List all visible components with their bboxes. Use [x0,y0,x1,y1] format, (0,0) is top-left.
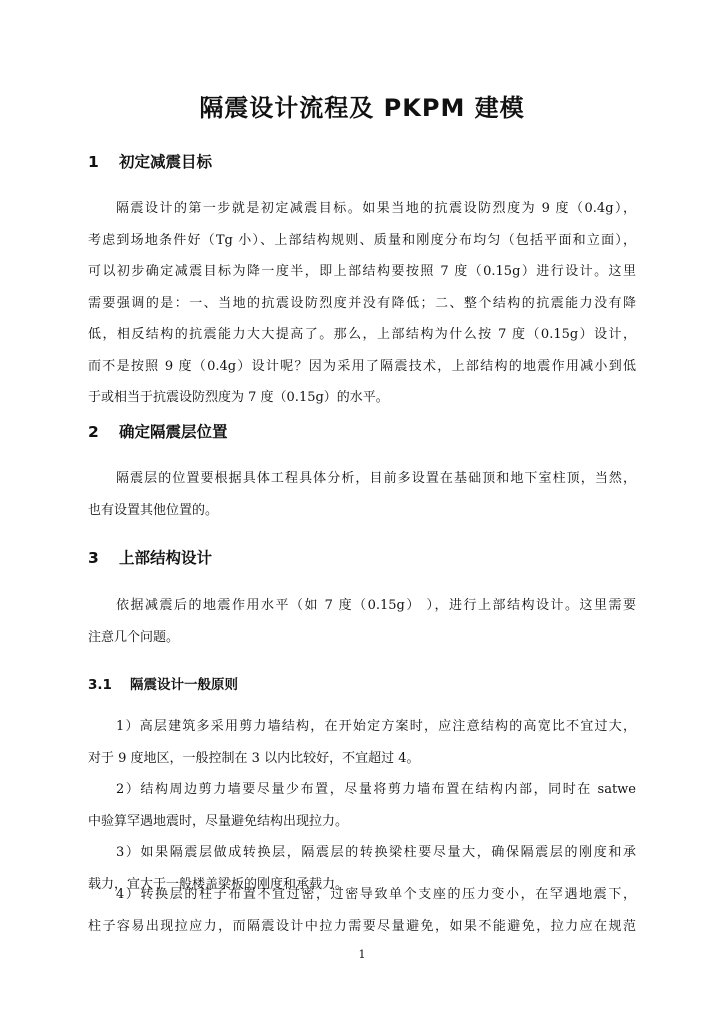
paragraph-line: 3）如果隔震层做成转换层，隔震层的转换梁柱要尽量大，确保隔震层的刚度和承 [116,845,636,860]
section-1-heading [88,150,212,172]
paragraph-line: 隔震设计的第一步就是初定减震目标。如果当地的抗震设防烈度为 9 度（0.4g）， [116,201,636,216]
paragraph-line: 于或相当于抗震设防烈度为 7 度（0.15g）的水平。 [88,390,389,405]
section-1-paragraph [88,193,636,414]
paragraph-line: 1）高层建筑多采用剪力墙结构，在开始定方案时，应注意结构的高宽比不宜过大， [116,719,636,734]
section-title: 初定减震目标 [119,153,213,171]
paragraph-line: 中验算罕遇地震时，尽量避免结构出现拉力。 [88,813,349,829]
paragraph-line: 2）结构周边剪力墙要尽量少布置，尽量将剪力墙布置在结构内部，同时在 satwe [116,782,636,797]
section-2-heading [88,420,228,442]
paragraph-line: 需要强调的是：一、当地的抗震设防烈度并没有降低；二、整个结构的抗震能力没有降 [88,295,636,311]
principle-item-1 [88,711,636,774]
paragraph-line: 依据减震后的地震作用水平（如 7 度（0.15g） ），进行上部结构设计。这里需要 [116,598,636,613]
paragraph-line: 4）转换层的柱子布置不宜过密，过密导致单个支座的压力变小，在罕遇地震下， [116,887,636,902]
paragraph-line: 柱子容易出现拉应力，而隔震设计中拉力需要尽量避免，如果不能避免，拉力应在规范 [88,918,636,934]
section-2-paragraph [88,463,636,526]
paragraph-line: 考虑到场地条件好（Tg 小）、上部结构规则、质量和刚度分布均匀（包括平面和立面）， [88,232,636,248]
paragraph-line: 而不是按照 9 度（0.4g）设计呢？因为采用了隔震技术，上部结构的地震作用减小到低 [88,358,636,374]
paragraph-line: 可以初步确定减震目标为降一度半，即上部结构要按照 7 度（0.15g）进行设计。这里 [88,264,636,279]
section-3-paragraph [88,590,636,653]
paragraph-line: 对于 9 度地区，一般控制在 3 以内比较好，不宜超过 4。 [88,750,420,766]
section-3-heading [88,546,212,568]
paragraph-line: 低，相反结构的抗震能力大大提高了。那么，上部结构为什么按 7 度（0.15g）设计， [88,327,636,342]
document-title: 隔震设计流程及 PKPM 建模 [199,94,525,122]
principle-item-4 [88,879,636,942]
paragraph-line: 载力，宜大于一般楼盖梁板的刚度和承载力。 [88,876,349,892]
page-number: 1 [358,948,366,961]
subsection-3-1-heading [88,673,238,693]
subsection-number: 3.1 [88,677,112,693]
paragraph-line: 隔震层的位置要根据具体工程具体分析，目前多设置在基础顶和地下室柱顶，当然， [116,471,636,486]
section-title: 确定隔震层位置 [119,423,228,441]
section-number: 2 [88,423,99,441]
section-number: 3 [88,549,99,567]
section-title: 上部结构设计 [119,549,213,567]
principle-item-2 [88,774,636,837]
subsection-title: 隔震设计一般原则 [130,677,238,693]
paragraph-line: 也有设置其他位置的。 [88,502,219,518]
section-number: 1 [88,153,99,171]
paragraph-line: 注意几个问题。 [88,629,180,645]
